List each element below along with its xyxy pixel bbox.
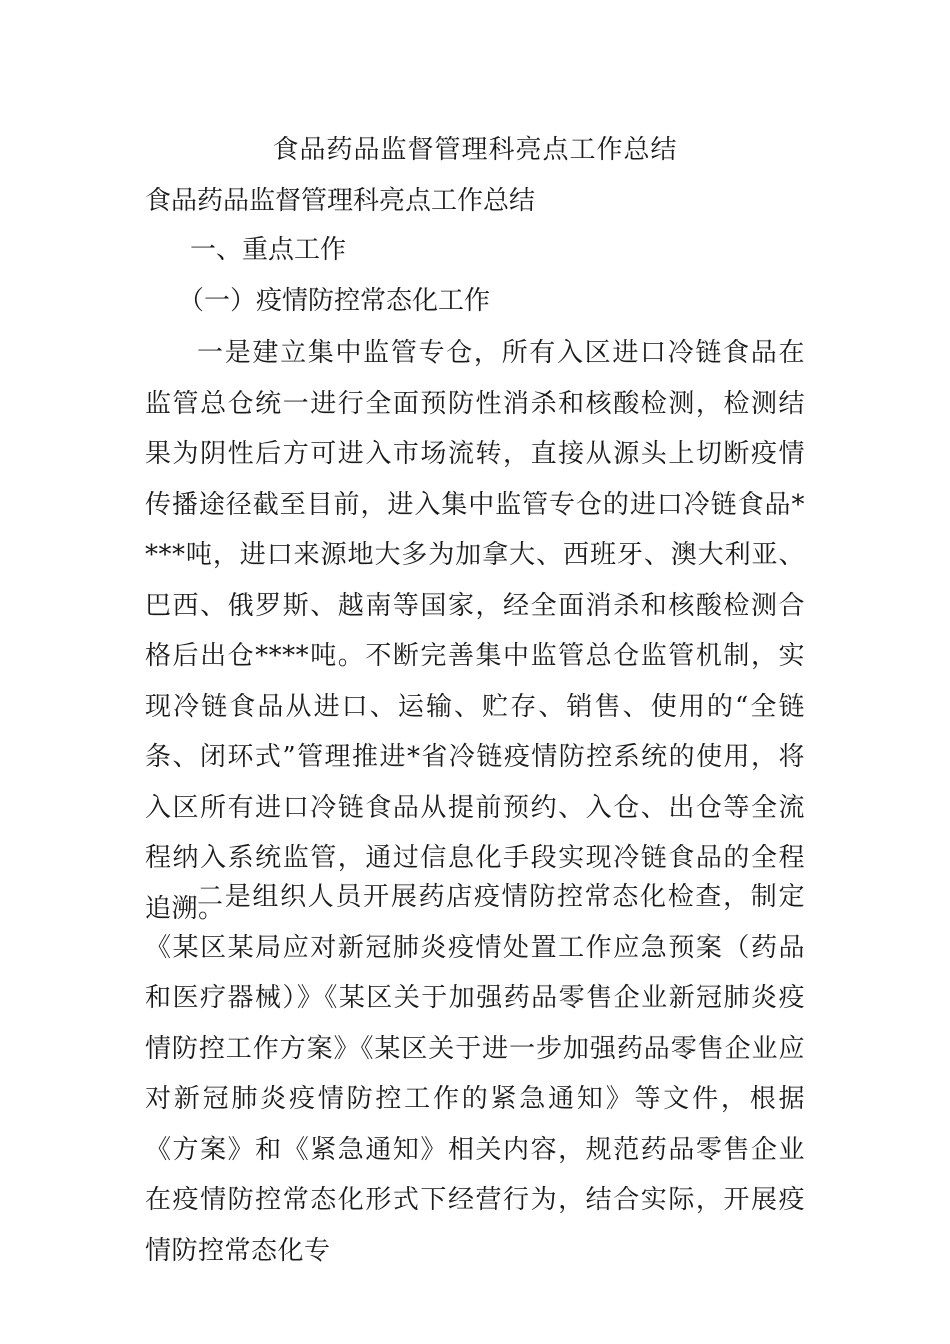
- document-title: 食品药品监督管理科亮点工作总结: [272, 135, 678, 165]
- document-subtitle: 食品药品监督管理科亮点工作总结: [145, 186, 536, 216]
- section-heading: 一、重点工作: [190, 235, 347, 265]
- paragraph-1: 一是建立集中监管专仓，所有入区进口冷链食品在监管总仓统一进行全面预防性消杀和核酸检测，检测结果为阴性后方可进入市场流转，直接从源头上切断疫情传播途径截至目前，进入集中监管专仓的进口冷链食品****吨，进口来源地大多为加拿大、西班牙、澳大利亚、巴西、俄罗斯、越南等国家，经全面消杀和核酸检测合格后出仓****吨。不断完善集中监管总仓监管机制，实现冷链食品从进口、运输、贮存、销售、使用的“全链条、闭环式”管理推进*省冷链疫情防控系统的使用，将入区所有进口冷链食品从提前预约、入仓、出仓等全流程纳入系统监管，通过信息化手段实现冷链食品的全程追溯。: [145, 338, 805, 924]
- sub-heading: （一）疫情防控常态化工作: [178, 286, 491, 316]
- paragraph-2: 二是组织人员开展药店疫情防控常态化检查，制定《某区某局应对新冠肺炎疫情处置工作应急预案（药品和医疗器械）》《某区关于加强药品零售企业新冠肺炎疫情防控工作方案》《某区关于进一步加强药品零售企业应对新冠肺炎疫情防控工作的紧急通知》等文件，根据《方案》和《紧急通知》相关内容，规范药品零售企业在疫情防控常态化形式下经营行为，结合实际，开展疫情防控常态化专: [145, 882, 805, 1266]
